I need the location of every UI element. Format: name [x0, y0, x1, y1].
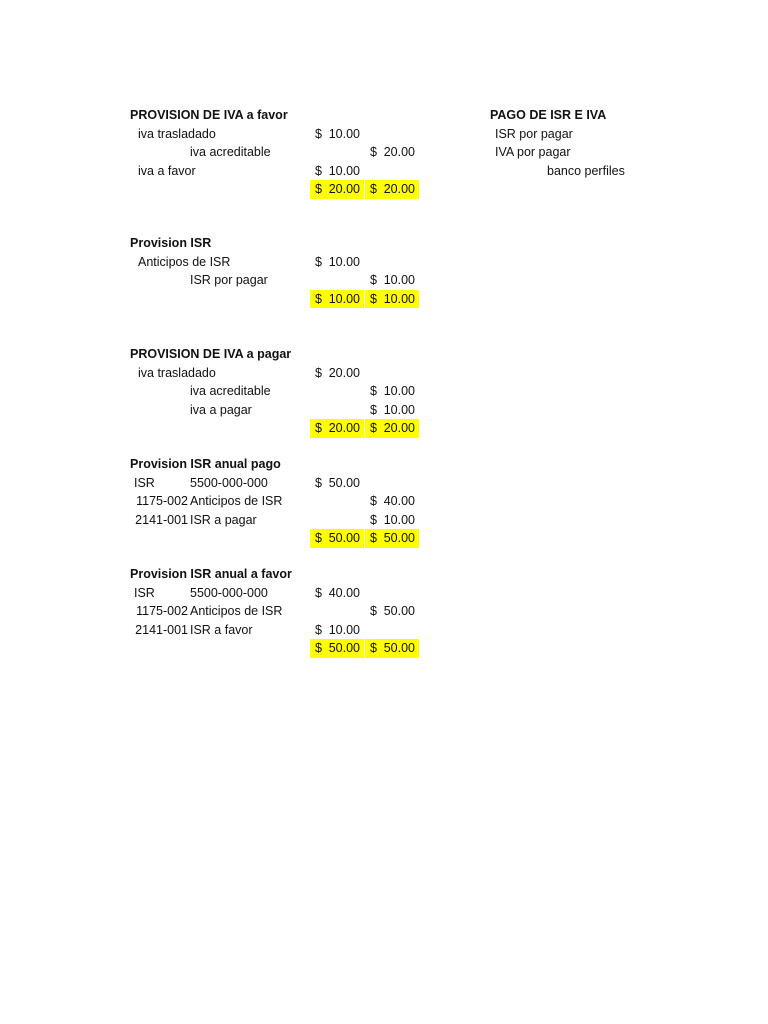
entry-title: PAGO DE ISR E IVA: [490, 108, 607, 122]
account-code: ISR: [134, 585, 155, 600]
account-code: 2141-001: [135, 622, 188, 637]
entry-row: [490, 125, 690, 144]
amount-value: 50.00: [383, 641, 415, 655]
journal-entry: [130, 234, 430, 308]
total-credit-amount: [365, 290, 419, 309]
entry-row: [130, 401, 430, 420]
account-code: 1175-002: [136, 494, 188, 508]
account-name: ISR por pagar: [190, 273, 268, 287]
total-debit-amount: [310, 529, 364, 548]
total-credit-amount: [365, 180, 419, 199]
account-name: iva acreditable: [190, 384, 271, 398]
credit-amount: [365, 271, 419, 290]
currency-symbol: $: [370, 273, 377, 287]
account-name: iva a pagar: [190, 402, 252, 417]
total-debit-amount: [310, 180, 364, 199]
entry-row: [490, 162, 690, 181]
debit-amount: [310, 125, 364, 144]
currency-symbol: $: [370, 291, 377, 306]
entry-row: [130, 511, 430, 530]
amount-value: 40.00: [328, 585, 360, 600]
credit-amount: [365, 401, 419, 420]
entry-row: [130, 143, 430, 162]
account-name: iva acreditable: [190, 145, 271, 159]
entry-title: Provision ISR anual pago: [130, 457, 281, 471]
account-name: ISR a favor: [190, 622, 253, 637]
amount-value: 10.00: [328, 126, 360, 141]
entry-row: [130, 125, 430, 144]
amount-value: 20.00: [328, 365, 360, 380]
currency-symbol: $: [315, 475, 322, 490]
account-name: banco perfiles: [547, 163, 625, 178]
currency-symbol: $: [370, 182, 377, 196]
currency-symbol: $: [315, 622, 322, 637]
credit-amount: [365, 382, 419, 401]
entry-total-row: [130, 290, 430, 309]
entry-title: PROVISION DE IVA a favor: [130, 108, 288, 122]
currency-symbol: $: [315, 163, 322, 178]
currency-symbol: $: [370, 641, 377, 655]
amount-value: 50.00: [328, 641, 360, 655]
amount-value: 20.00: [383, 421, 415, 435]
amount-value: 10.00: [383, 384, 415, 398]
entry-title: Provision ISR anual a favor: [130, 567, 292, 581]
currency-symbol: $: [370, 402, 377, 417]
account-name: iva trasladado: [138, 365, 216, 380]
amount-value: 10.00: [383, 512, 415, 527]
currency-symbol: $: [315, 291, 322, 306]
amount-value: 50.00: [328, 475, 360, 490]
account-name: iva a favor: [138, 163, 196, 178]
amount-value: 40.00: [383, 494, 415, 508]
account-code: ISR: [134, 475, 155, 490]
total-debit-amount: [310, 419, 364, 438]
amount-value: 50.00: [383, 604, 415, 618]
account-name: ISR a pagar: [190, 512, 257, 527]
entry-row: [130, 162, 430, 181]
entry-row: [490, 143, 690, 162]
journal-entry: [130, 565, 430, 658]
entry-row: [130, 364, 430, 383]
credit-amount: [365, 143, 419, 162]
account-name: Anticipos de ISR: [190, 604, 283, 618]
credit-amount: [365, 492, 419, 511]
debit-amount: [310, 584, 364, 603]
journal-entry: [130, 345, 430, 438]
currency-symbol: $: [315, 182, 322, 196]
entry-row: [130, 253, 430, 272]
account-name: 5500-000-000: [190, 475, 268, 490]
entry-total-row: [130, 639, 430, 658]
amount-value: 20.00: [328, 182, 360, 196]
entry-total-row: [130, 419, 430, 438]
entry-row: [130, 382, 430, 401]
total-debit-amount: [310, 290, 364, 309]
account-name: Anticipos de ISR: [138, 254, 231, 269]
entry-row: [130, 474, 430, 493]
entry-row: [130, 271, 430, 290]
currency-symbol: $: [370, 494, 377, 508]
amount-value: 10.00: [328, 622, 360, 637]
account-code: 1175-002: [136, 604, 188, 618]
entry-row: [130, 492, 430, 511]
account-name: IVA por pagar: [495, 145, 571, 159]
entry-row: [130, 621, 430, 640]
account-name: Anticipos de ISR: [190, 494, 283, 508]
total-credit-amount: [365, 529, 419, 548]
amount-value: 10.00: [328, 291, 360, 306]
currency-symbol: $: [315, 254, 322, 269]
credit-amount: [365, 511, 419, 530]
currency-symbol: $: [370, 421, 377, 435]
currency-symbol: $: [315, 585, 322, 600]
debit-amount: [310, 474, 364, 493]
currency-symbol: $: [370, 512, 377, 527]
amount-value: 10.00: [383, 402, 415, 417]
entry-total-row: [130, 180, 430, 199]
debit-amount: [310, 162, 364, 181]
amount-value: 50.00: [383, 531, 415, 545]
entry-title: Provision ISR: [130, 236, 212, 250]
currency-symbol: $: [370, 531, 377, 545]
journal-entry: [130, 455, 430, 548]
amount-value: 10.00: [328, 254, 360, 269]
debit-amount: [310, 364, 364, 383]
debit-amount: [310, 621, 364, 640]
journal-entry: [130, 106, 430, 199]
amount-value: 20.00: [383, 182, 415, 196]
entry-total-row: [130, 529, 430, 548]
currency-symbol: $: [315, 531, 322, 545]
currency-symbol: $: [370, 384, 377, 398]
debit-amount: [310, 253, 364, 272]
amount-value: 50.00: [328, 531, 360, 545]
entry-title: PROVISION DE IVA a pagar: [130, 347, 292, 361]
total-credit-amount: [365, 419, 419, 438]
amount-value: 20.00: [328, 421, 360, 435]
total-credit-amount: [365, 639, 419, 658]
currency-symbol: $: [315, 365, 322, 380]
credit-amount: [365, 602, 419, 621]
amount-value: 10.00: [383, 273, 415, 287]
currency-symbol: $: [370, 145, 377, 159]
currency-symbol: $: [315, 126, 322, 141]
currency-symbol: $: [370, 604, 377, 618]
account-code: 2141-001: [135, 512, 188, 527]
account-name: ISR por pagar: [495, 126, 573, 141]
amount-value: 20.00: [383, 145, 415, 159]
entry-row: [130, 584, 430, 603]
amount-value: 10.00: [328, 163, 360, 178]
account-name: 5500-000-000: [190, 585, 268, 600]
account-name: iva trasladado: [138, 126, 216, 141]
currency-symbol: $: [315, 641, 322, 655]
entry-row: [130, 602, 430, 621]
total-debit-amount: [310, 639, 364, 658]
currency-symbol: $: [315, 421, 322, 435]
amount-value: 10.00: [383, 291, 415, 306]
side-entry-pago-isr-iva: [490, 106, 690, 180]
